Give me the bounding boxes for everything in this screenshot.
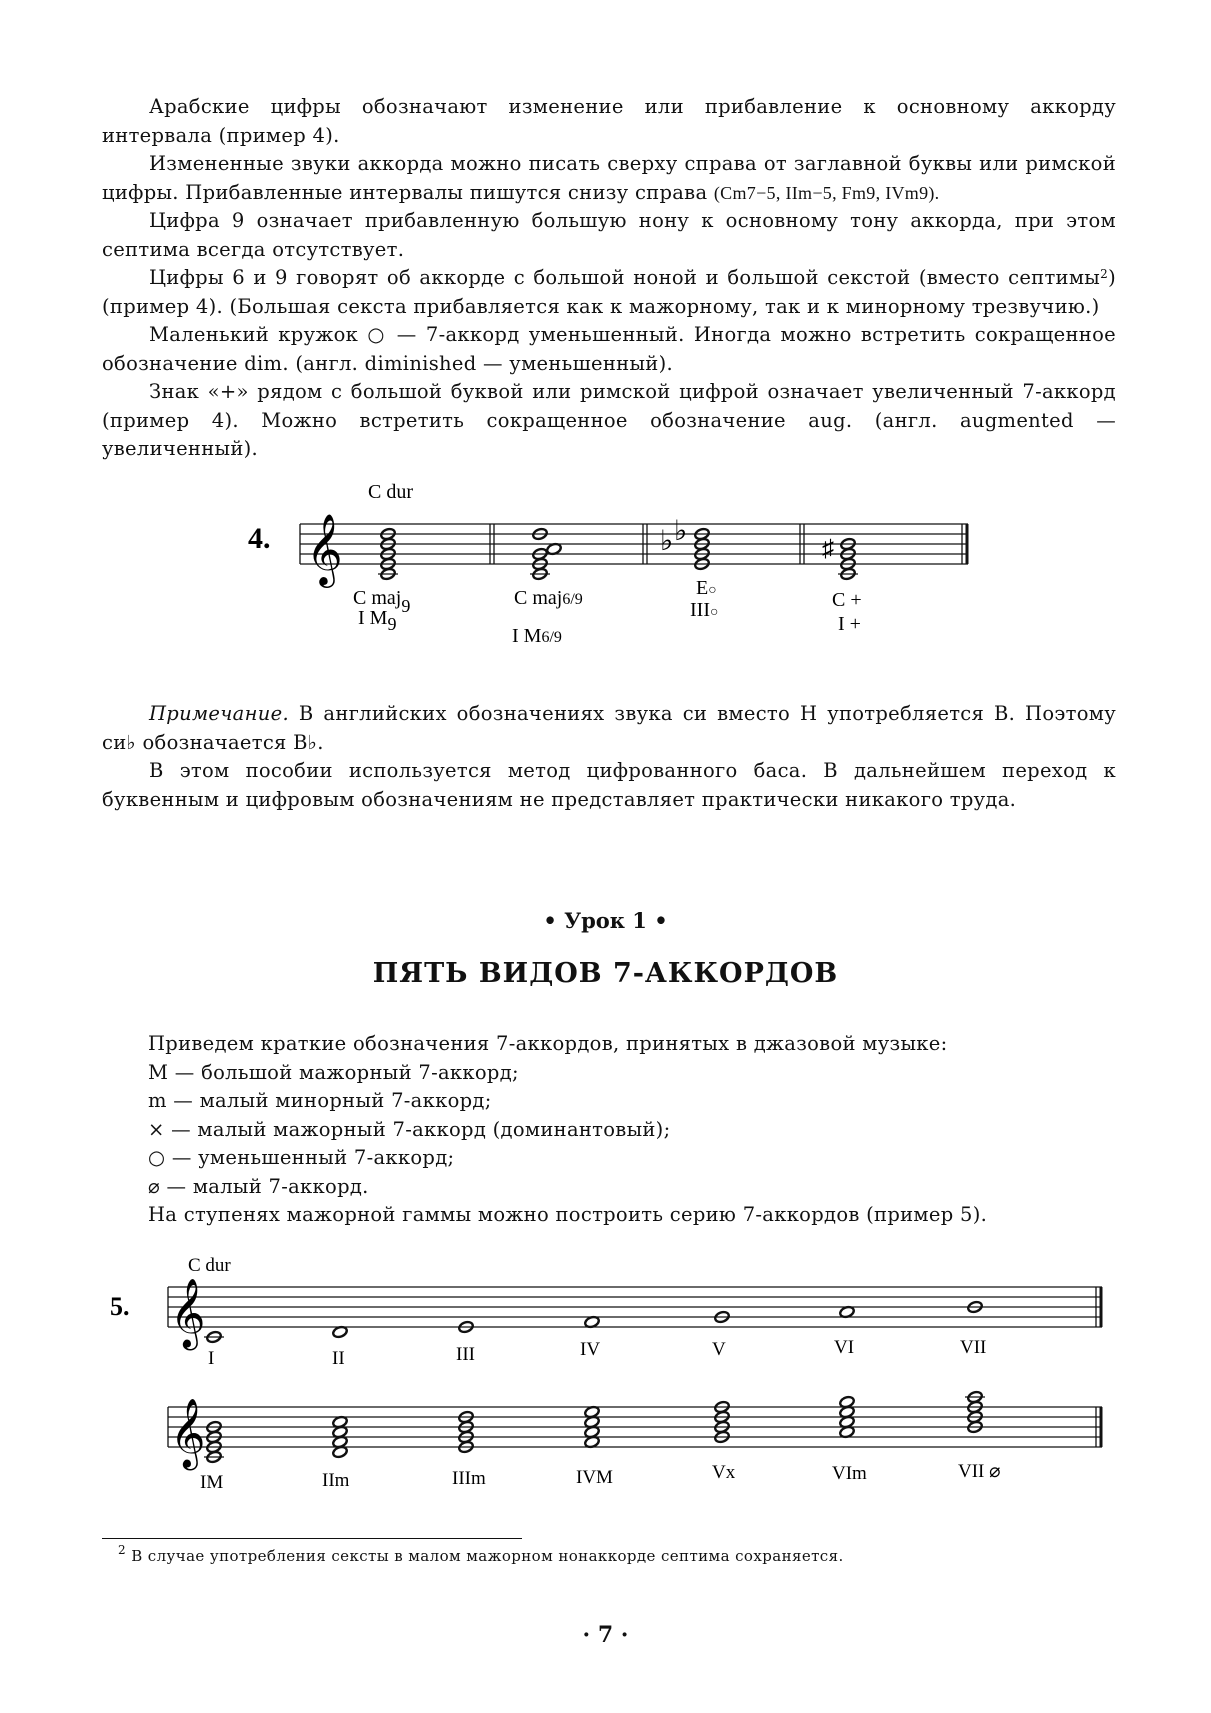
flat-icon: ♭ <box>674 516 688 547</box>
treble-clef-icon: 𝄞 <box>306 516 343 584</box>
note-label: Примечание. <box>149 702 289 725</box>
list-intro: Приведем краткие обозначения 7-аккордов, принятых в джазовой музыке: <box>148 1032 948 1055</box>
degree-label: I <box>208 1348 215 1369</box>
chord-label: E○ <box>696 577 717 599</box>
paragraph-4: Цифры 6 и 9 говорят об аккорде с большой ноной и большой секстой (вместо септимы$^2$) (пример 4). (Большая секста прибавляется как к мажорному, так и к минорному трезвучию.) <box>102 266 1116 318</box>
chord-label: IIIm <box>452 1468 486 1489</box>
example-5-score <box>0 1245 1211 1525</box>
treble-clef-icon: 𝄞 <box>170 1400 206 1466</box>
paragraph-2: Измененные звуки аккорда можно писать сверху справа от заглавной буквы или римской цифры. Прибавленные интервалы пишутся снизу справа (Cm7−5, IIm−5, Fm9, IVm9). <box>102 152 1116 204</box>
degree-label: VI <box>834 1337 855 1358</box>
chord-label: IIm <box>322 1470 350 1491</box>
chord-label: VII ⌀ <box>958 1461 1001 1482</box>
chord-degree: I M6/9 <box>512 625 562 647</box>
chord-degree: III○ <box>690 599 719 621</box>
page-number: · 7 · <box>582 1622 629 1648</box>
note-paragraph: Примечание. В английских обозначениях звука си вместо H употребляется B. Поэтому си♭ обозначается B♭. <box>102 702 1116 754</box>
paragraph-1: Арабские цифры обозначают изменение или прибавление к основному аккорду интервала (пример 4). <box>102 95 1116 147</box>
chord-label: C maj9 <box>353 587 411 616</box>
footnote: $^2$ В случае употребления сексты в малом мажорном нонаккорде септима сохраняется. <box>118 1543 844 1565</box>
staff-1-lines <box>168 1287 1102 1327</box>
chord-degree: I M9 <box>358 607 397 634</box>
staff-2-lines <box>168 1407 1102 1447</box>
chord-label: Vx <box>712 1462 736 1483</box>
degree-label: III <box>456 1344 475 1365</box>
list-item: ○ — уменьшенный 7-аккорд; <box>148 1146 455 1169</box>
degree-label: VII <box>960 1337 987 1358</box>
treble-clef-icon: 𝄞 <box>170 1280 206 1346</box>
paragraph-3: Цифра 9 означает прибавленную большую нону к основному тону аккорда, при этом септима всегда отсутствует. <box>102 209 1116 261</box>
sharp-icon: ♯ <box>822 536 834 562</box>
list-outro: На ступенях мажорной гаммы можно построить серию 7-аккордов (пример 5). <box>148 1203 988 1226</box>
chord-label: IVM <box>576 1467 613 1488</box>
list-item: ⌀ — малый 7-аккорд. <box>148 1174 369 1198</box>
list-item: M — большой мажорный 7-аккорд; <box>148 1060 519 1084</box>
example-4-score <box>0 470 1211 670</box>
staff-lines <box>300 524 968 564</box>
degree-label: II <box>332 1348 345 1369</box>
formula: (Cm7−5, IIm−5, Fm9, IVm9). <box>713 182 940 203</box>
footnote-ref[interactable]: 2 <box>1100 267 1109 281</box>
degree-label: V <box>712 1339 726 1360</box>
chord-degree: I + <box>838 613 861 635</box>
example-4-key: C dur <box>368 481 413 503</box>
example-5-key: C dur <box>188 1255 231 1276</box>
paragraph-5: Маленький кружок ○ — 7-аккорд уменьшенный. Иногда можно встретить сокращенное обозначение dim. (англ. diminished — уменьшенный). <box>102 323 1116 375</box>
degree-label: IV <box>580 1339 601 1360</box>
chord-label: C + <box>832 589 862 611</box>
lesson-tag: • Урок 1 • <box>543 908 668 933</box>
chord-label: C maj6/9 <box>514 587 583 609</box>
chord-label: VIm <box>832 1463 867 1484</box>
list-item: × — малый мажорный 7-аккорд (доминантовый); <box>148 1117 671 1141</box>
lesson-title: ПЯТЬ ВИДОВ 7-АККОРДОВ <box>372 958 839 989</box>
list-item: m — малый минорный 7-аккорд; <box>148 1089 492 1112</box>
footnote-rule <box>102 1538 522 1539</box>
notation-list <box>148 1030 987 1230</box>
note-text <box>102 700 1116 814</box>
intro-text <box>102 93 1116 464</box>
paragraph-6: Знак «+» рядом с большой буквой или римской цифрой означает увеличенный 7-аккорд (пример 4). Можно встретить сокращенное обозначение aug. (англ. augmented — увеличенный). <box>102 380 1116 460</box>
chord-label: IM <box>200 1472 224 1493</box>
example-5-number: 5. <box>110 1292 130 1321</box>
note-paragraph-2: В этом пособии используется метод цифрованного баса. В дальнейшем переход к буквенным и цифровым обозначениям не представляет практически никакого труда. <box>102 759 1116 811</box>
example-4-number: 4. <box>248 522 271 555</box>
footnote-mark: 2 <box>118 1543 127 1557</box>
flat-icon: ♭ <box>660 526 674 557</box>
